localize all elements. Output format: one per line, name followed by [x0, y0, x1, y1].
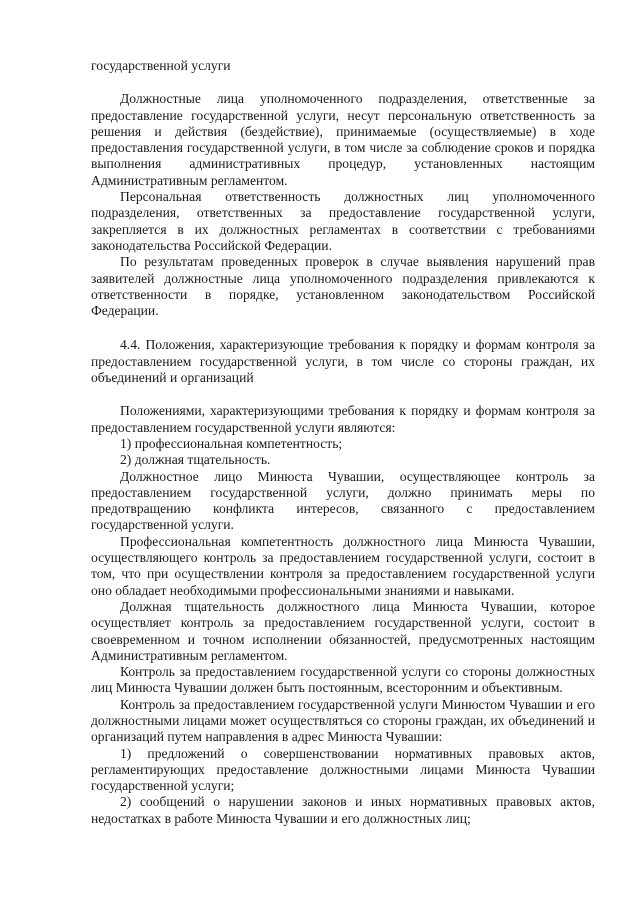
paragraph-control-nature: Контроль за предоставлением государственной услуги со стороны должностных лиц Минюста Чувашии должен быть постоянным, всесторонним и объективным.: [91, 664, 595, 696]
list-item-reports: 2) сообщений о нарушении законов и иных нормативных правовых актов, недостатках в работе Минюста Чувашии и его должностных лиц;: [91, 794, 595, 826]
paragraph-professional-competence: Профессиональная компетентность должностного лица Минюста Чувашии, осуществляющего контроль за предоставлением государственной услуги, состоит в том, что при осуществлении контроля за предоставлением государственной услуги оно обладает необходимыми профессиональными знаниями и навыками.: [91, 533, 595, 598]
paragraph-due-diligence: Должная тщательность должностного лица Минюста Чувашии, которое осуществляет контроль за предоставлением государственной услуги, состоит в своевременном и точном исполнении обязанностей, предусмотренных настоящим Административным регламентом.: [91, 598, 595, 663]
paragraph-control-requirements: Положениями, характеризующими требования к порядку и формам контроля за предоставлением государственной услуги являются:: [91, 403, 595, 435]
list-item-diligence: 2) должная тщательность.: [120, 452, 271, 468]
paragraph-personal-responsibility: Персональная ответственность должностных лиц уполномоченного подразделения, ответственных за предоставление государственной услуги, закрепляется в их должностных регламентах в соответствии с требованиями законодательства Российской Федерации.: [91, 189, 595, 253]
list-item-proposals: 1) предложений о совершенствовании нормативных правовых актов, регламентирующих предоставление должностными лицами Минюста Чувашии государственной услуги;: [91, 745, 595, 794]
paragraph-responsibility: Должностные лица уполномоченного подразделения, ответственные за предоставление государственной услуги, несут персональную ответственность за решения и действия (бездействие), принимаемые (осуществляемые) в ходе предоставления государственной услуги, в том числе за соблюдение сроков и порядка выполнения административных процедур, установленных настоящим Административным регламентом.: [91, 91, 595, 188]
paragraph-violations: По результатам проведенных проверок в случае выявления нарушений прав заявителей должностные лица уполномоченного подразделения привлекаются к ответственности в порядке, установленном законодательством Российской Федерации.: [91, 254, 595, 319]
section-heading-4-4: 4.4. Положения, характеризующие требования к порядку и формам контроля за предоставлением государственной услуги, в том числе со стороны граждан, их объединений и организаций: [91, 337, 595, 386]
list-item-competence: 1) профессиональная компетентность;: [120, 435, 343, 451]
paragraph-conflict-of-interest: Должностное лицо Минюста Чувашии, осуществляющее контроль за предоставлением государственной услуги, должно принимать меры по предотвращению конфликта интересов, связанного с предоставлением государственной услуги.: [91, 468, 595, 533]
paragraph-citizen-control: Контроль за предоставлением государственной услуги Минюстом Чувашии и его должностными лицами может осуществляться со стороны граждан, их объединений и организаций путем направления в адрес Минюста Чувашии:: [91, 696, 595, 745]
paragraph-continuation: государственной услуги: [91, 58, 231, 73]
